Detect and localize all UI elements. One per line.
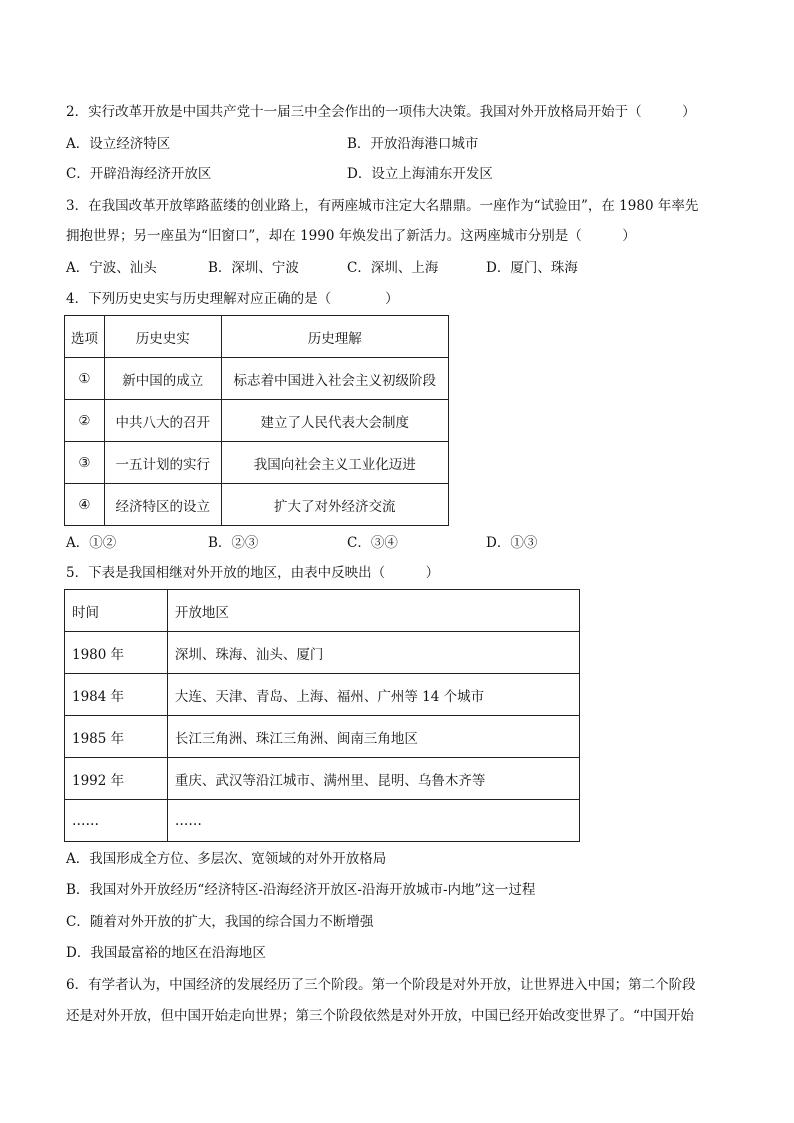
table-cell: 1980 年 bbox=[65, 632, 168, 674]
q4-option-d: D．①③ bbox=[486, 535, 538, 551]
q3-stem-line2: 拥抱世界；另一座虽为“旧窗口”，却在 1990 年焕发出了新活力。这两座城市分别是（ ） bbox=[66, 228, 636, 244]
q5-option-a: A．我国形成全方位、多层次、宽领域的对外开放格局 bbox=[66, 851, 387, 867]
table-cell: 大连、天津、青岛、上海、福州、广州等 14 个城市 bbox=[167, 674, 579, 716]
q2-option-b: B．开放沿海港口城市 bbox=[347, 136, 479, 152]
q5-table bbox=[64, 589, 580, 842]
table-cell: 重庆、武汉等沿江城市、满州里、昆明、乌鲁木齐等 bbox=[167, 758, 579, 800]
table-row bbox=[65, 400, 449, 442]
q5-stem: 5．下表是我国相继对外开放的地区，由表中反映出（ ） bbox=[66, 565, 440, 581]
q6-stem-line1: 6．有学者认为，中国经济的发展经历了三个阶段。第一个阶段是对外开放，让世界进入中国；第二个阶段 bbox=[66, 977, 696, 993]
table-cell: 1984 年 bbox=[65, 674, 168, 716]
table-cell: 一五计划的实行 bbox=[104, 442, 221, 484]
table-row bbox=[65, 674, 580, 716]
table-header-cell: 历史史实 bbox=[104, 316, 221, 358]
q3-option-b: B．深圳、宁波 bbox=[208, 260, 299, 276]
q3-stem-line1: 3．在我国改革开放筚路蓝缕的创业路上，有两座城市注定大名鼎鼎。一座作为“试验田”，在 1980 年率先 bbox=[66, 198, 699, 214]
q3-option-a: A．宁波、汕头 bbox=[66, 260, 157, 276]
q2-option-d: D．设立上海浦东开发区 bbox=[347, 166, 493, 182]
table-cell: 建立了人民代表大会制度 bbox=[221, 400, 448, 442]
table-header-cell: 历史理解 bbox=[221, 316, 448, 358]
table-cell: 经济特区的设立 bbox=[104, 484, 221, 526]
q4-option-b: B．②③ bbox=[208, 535, 259, 551]
table-row bbox=[65, 442, 449, 484]
table-cell: 深圳、珠海、汕头、厦门 bbox=[167, 632, 579, 674]
table-cell: 1985 年 bbox=[65, 716, 168, 758]
table-cell: ④ bbox=[65, 484, 105, 526]
q5-option-b: B．我国对外开放经历“经济特区-沿海经济开放区-沿海开放城市-内地”这一过程 bbox=[66, 882, 536, 898]
q5-option-d: D．我国最富裕的地区在沿海地区 bbox=[66, 945, 266, 961]
q2-option-a: A．设立经济特区 bbox=[66, 136, 171, 152]
q4-option-c: C．③④ bbox=[347, 535, 398, 551]
table-header-cell: 开放地区 bbox=[167, 590, 579, 632]
table-header-cell: 时间 bbox=[65, 590, 168, 632]
table-header-row bbox=[65, 590, 580, 632]
table-header-cell: 选项 bbox=[65, 316, 105, 358]
table-cell: 新中国的成立 bbox=[104, 358, 221, 400]
table-cell: ① bbox=[65, 358, 105, 400]
table-cell: 标志着中国进入社会主义初级阶段 bbox=[221, 358, 448, 400]
table-row bbox=[65, 358, 449, 400]
table-cell: ② bbox=[65, 400, 105, 442]
q2-stem: 2．实行改革开放是中国共产党十一届三中全会作出的一项伟大决策。我国对外开放格局开始于（ ） bbox=[66, 104, 696, 120]
table-row bbox=[65, 758, 580, 800]
table-header-row bbox=[65, 316, 449, 358]
table-cell: 长江三角洲、珠江三角洲、闽南三角地区 bbox=[167, 716, 579, 758]
table-row bbox=[65, 800, 580, 842]
table-row bbox=[65, 484, 449, 526]
q4-option-a: A．①② bbox=[66, 535, 117, 551]
q6-stem-line2: 还是对外开放，但中国开始走向世界；第三个阶段依然是对外开放，中国已经开始改变世界了。“中国开始 bbox=[66, 1008, 694, 1024]
q4-table bbox=[64, 315, 449, 526]
table-cell: …… bbox=[167, 800, 579, 842]
table-row bbox=[65, 716, 580, 758]
q2-option-c: C．开辟沿海经济开放区 bbox=[66, 166, 212, 182]
table-row bbox=[65, 632, 580, 674]
table-cell: 扩大了对外经济交流 bbox=[221, 484, 448, 526]
q3-option-c: C．深圳、上海 bbox=[347, 260, 439, 276]
table-cell: 我国向社会主义工业化迈进 bbox=[221, 442, 448, 484]
q4-stem: 4．下列历史史实与历史理解对应正确的是（ ） bbox=[66, 291, 399, 307]
table-cell: …… bbox=[65, 800, 168, 842]
table-cell: 1992 年 bbox=[65, 758, 168, 800]
q5-option-c: C．随着对外开放的扩大，我国的综合国力不断增强 bbox=[66, 914, 374, 930]
table-cell: 中共八大的召开 bbox=[104, 400, 221, 442]
table-cell: ③ bbox=[65, 442, 105, 484]
q3-option-d: D．厦门、珠海 bbox=[486, 260, 578, 276]
